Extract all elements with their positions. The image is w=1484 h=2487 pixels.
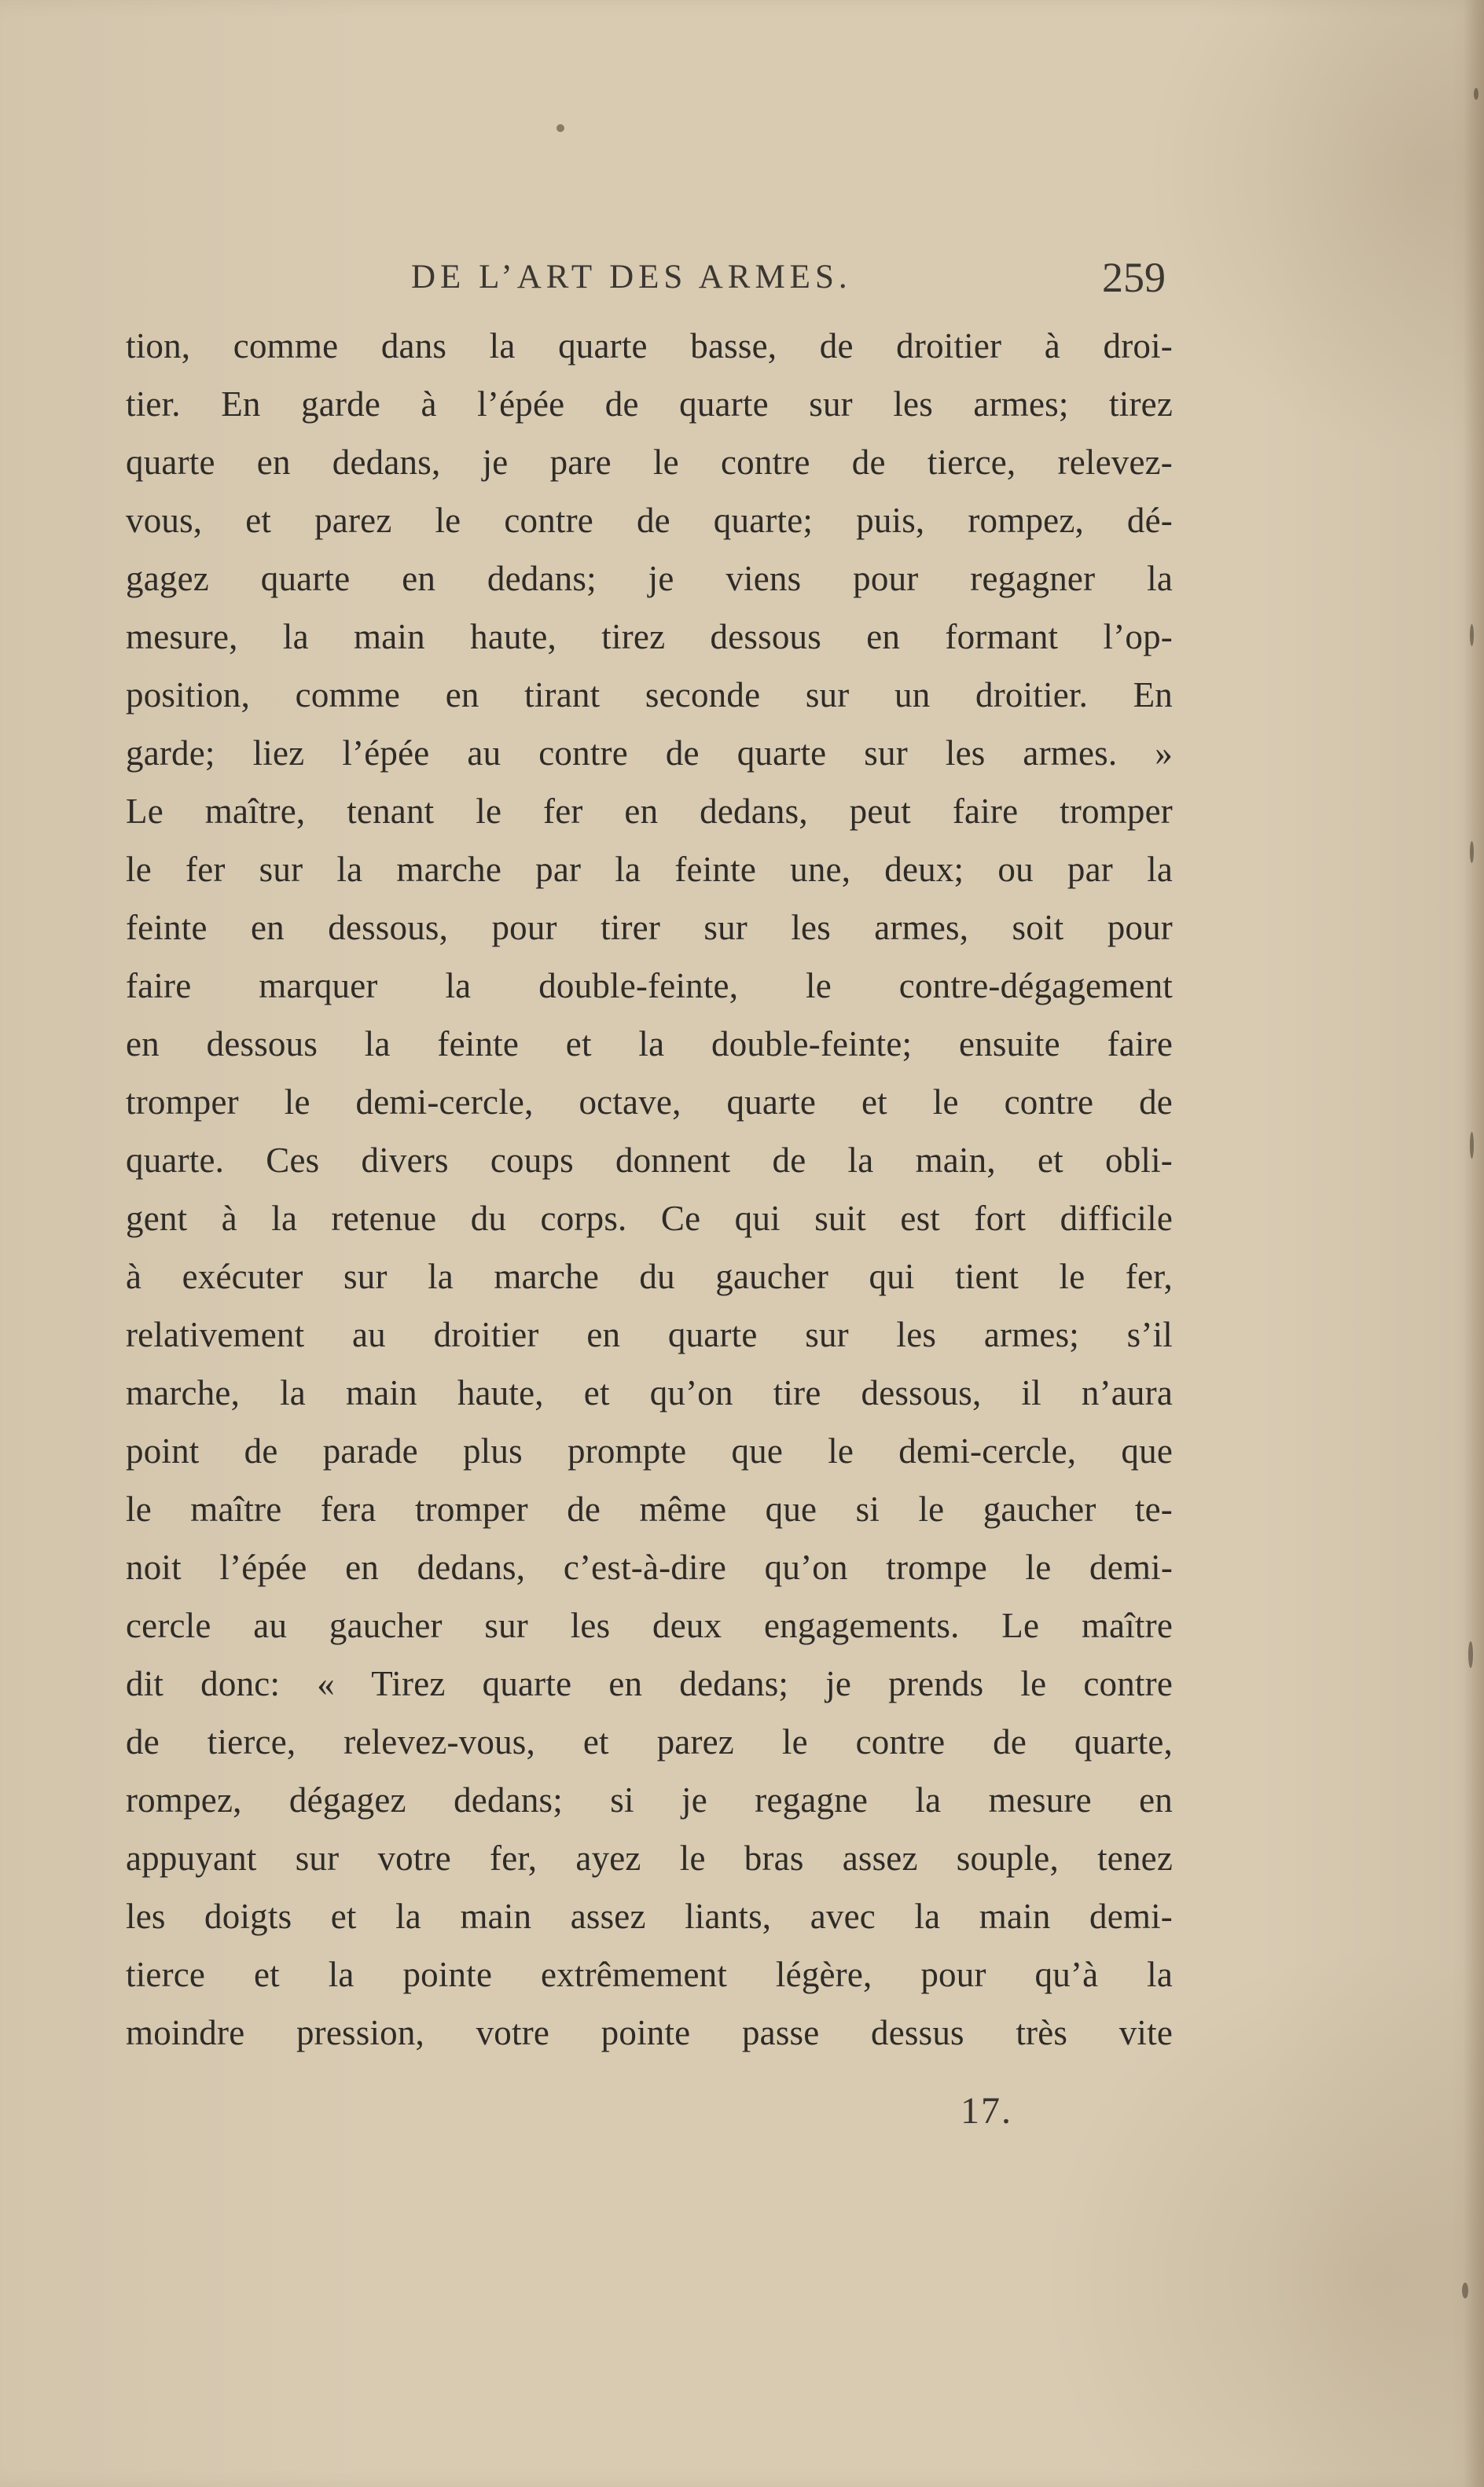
text-line: tion, comme dans la quarte basse, de droitier à droi- bbox=[126, 326, 1173, 366]
text-line: point de parade plus prompte que le demi-cercle, que bbox=[126, 1431, 1173, 1471]
signature-mark: 17. bbox=[961, 2090, 1012, 2132]
text-line: en dessous la feinte et la double-feinte; ensuite faire bbox=[126, 1024, 1173, 1063]
text-line: noit l’épée en dedans, c’est-à-dire qu’on trompe le demi- bbox=[126, 1548, 1173, 1587]
text-line: garde; liez l’épée au contre de quarte sur les armes. » bbox=[126, 733, 1173, 773]
text-line: les doigts et la main assez liants, avec la main demi- bbox=[126, 1897, 1173, 1936]
page-header bbox=[411, 254, 1166, 301]
text-line: marche, la main haute, et qu’on tire dessous, il n’aura bbox=[126, 1373, 1173, 1412]
text-line: gagez quarte en dedans; je viens pour regagner la bbox=[126, 559, 1173, 598]
text-line: moindre pression, votre pointe passe dessus très vite bbox=[126, 2013, 1173, 2052]
text-line: vous, et parez le contre de quarte; puis, rompez, dé- bbox=[126, 501, 1173, 540]
text-line: faire marquer la double-feinte, le contre-dégagement bbox=[126, 966, 1173, 1005]
text-line: quarte. Ces divers coups donnent de la main, et obli- bbox=[126, 1141, 1173, 1180]
text-line: le fer sur la marche par la feinte une, deux; ou par la bbox=[126, 850, 1173, 889]
paper-speck bbox=[556, 124, 564, 132]
text-line: quarte en dedans, je pare le contre de tierce, relevez- bbox=[126, 443, 1173, 482]
running-title: DE L’ART DES ARMES. bbox=[411, 259, 852, 296]
paper-speck bbox=[1474, 88, 1478, 100]
text-line: appuyant sur votre fer, ayez le bras assez souple, tenez bbox=[126, 1839, 1173, 1878]
text-line: cercle au gaucher sur les deux engagements. Le maître bbox=[126, 1606, 1173, 1645]
text-line: tromper le demi-cercle, octave, quarte et le contre de bbox=[126, 1082, 1173, 1122]
text-line: position, comme en tirant seconde sur un droitier. En bbox=[126, 675, 1173, 715]
text-line: le maître fera tromper de même que si le gaucher te- bbox=[126, 1490, 1173, 1529]
text-line: tier. En garde à l’épée de quarte sur les armes; tirez bbox=[126, 384, 1173, 424]
text-line: de tierce, relevez-vous, et parez le contre de quarte, bbox=[126, 1722, 1173, 1761]
text-line: Le maître, tenant le fer en dedans, peut faire tromper bbox=[126, 792, 1173, 831]
text-line: relativement au droitier en quarte sur les armes; s’il bbox=[126, 1315, 1173, 1354]
body-text bbox=[126, 318, 1173, 2125]
paper-speck bbox=[1470, 841, 1474, 863]
paper-speck bbox=[1470, 624, 1474, 646]
paper-speck bbox=[1462, 2283, 1468, 2298]
text-line: gent à la retenue du corps. Ce qui suit est fort difficile bbox=[126, 1199, 1173, 1238]
text-line: mesure, la main haute, tirez dessous en formant l’op- bbox=[126, 617, 1173, 656]
text-line: dit donc: « Tirez quarte en dedans; je prends le contre bbox=[126, 1664, 1173, 1703]
page-edge-shadow bbox=[1464, 0, 1484, 2487]
text-line: feinte en dessous, pour tirer sur les armes, soit pour bbox=[126, 908, 1173, 947]
text-line: rompez, dégagez dedans; si je regagne la mesure en bbox=[126, 1780, 1173, 1820]
paper-speck bbox=[1470, 1132, 1474, 1159]
paper-speck bbox=[1468, 1641, 1473, 1668]
text-line: tierce et la pointe extrêmement légère, pour qu’à la bbox=[126, 1955, 1173, 1994]
page-number: 259 bbox=[1102, 254, 1166, 301]
text-line: à exécuter sur la marche du gaucher qui tient le fer, bbox=[126, 1257, 1173, 1296]
